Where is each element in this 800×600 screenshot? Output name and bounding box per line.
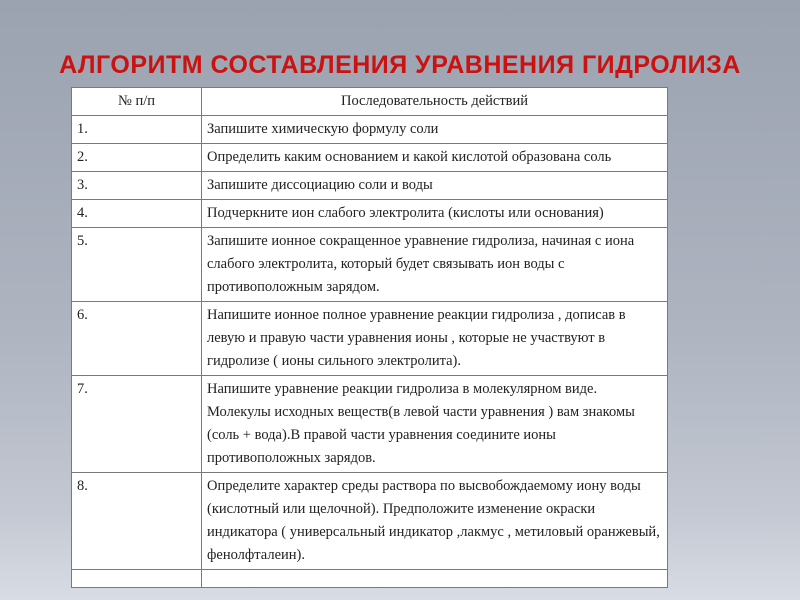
step-text: Запишите химическую формулу соли <box>202 116 668 144</box>
empty-cell <box>72 570 202 588</box>
step-text: Напишите уравнение реакции гидролиза в молекулярном виде. Молекулы исходных веществ(в левой части уравнения ) вам знакомы (соль + вода).В правой части уравнения соедините ионы противоположных зарядов. <box>202 376 668 473</box>
step-number: 4. <box>72 200 202 228</box>
table-row <box>72 228 668 302</box>
step-text: Подчеркните ион слабого электролита (кислоты или основания) <box>202 200 668 228</box>
table-row <box>72 172 668 200</box>
empty-cell <box>202 570 668 588</box>
step-text: Определите характер среды раствора по высвобождаемому иону воды (кислотный или щелочной). Предположите изменение окраски индикатора ( универсальный индикатор ,лакмус , метиловый оранжевый, фенолфталеин). <box>202 473 668 570</box>
table-row <box>72 376 668 473</box>
step-number: 1. <box>72 116 202 144</box>
step-text: Определить каким основанием и какой кислотой образована соль <box>202 144 668 172</box>
table-row <box>72 144 668 172</box>
table-row <box>72 116 668 144</box>
table-row <box>72 302 668 376</box>
step-number: 6. <box>72 302 202 376</box>
table-row-empty <box>72 570 668 588</box>
column-header-actions: Последовательность действий <box>202 88 668 116</box>
step-number: 8. <box>72 473 202 570</box>
step-text: Напишите ионное полное уравнение реакции гидролиза , дописав в левую и правую части уравнения ионы , которые не участвуют в гидролизе ( ионы сильного электролита). <box>202 302 668 376</box>
step-text: Запишите диссоциацию соли и воды <box>202 172 668 200</box>
step-text: Запишите ионное сокращенное уравнение гидролиза, начиная с иона слабого электролита, который будет связывать ион воды с противоположным зарядом. <box>202 228 668 302</box>
column-header-number: № п/п <box>72 88 202 116</box>
step-number: 2. <box>72 144 202 172</box>
page-title: АЛГОРИТМ СОСТАВЛЕНИЯ УРАВНЕНИЯ ГИДРОЛИЗА <box>59 51 741 79</box>
step-number: 3. <box>72 172 202 200</box>
step-number: 5. <box>72 228 202 302</box>
table-header-row <box>72 88 668 116</box>
table-row <box>72 200 668 228</box>
algorithm-table <box>71 87 668 588</box>
step-number: 7. <box>72 376 202 473</box>
table-row <box>72 473 668 570</box>
